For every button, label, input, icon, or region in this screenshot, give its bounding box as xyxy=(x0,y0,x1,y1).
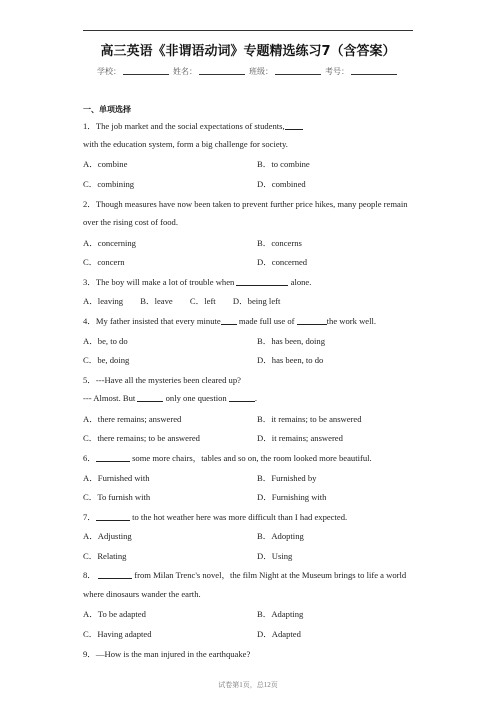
q8-option-a[interactable]: A．To be adapted xyxy=(83,609,146,619)
question-3-stem: 3．The boy will make a lot of trouble when alone. xyxy=(83,277,312,287)
question-1-stem: 1．The job market and the social expectations of students, xyxy=(83,120,303,132)
q3-options[interactable]: A．leaving B．leave C．left D．being left xyxy=(83,296,281,306)
name-label: 姓名： xyxy=(173,67,197,76)
q2-option-b[interactable]: B．concerns xyxy=(257,238,302,248)
exam-no-label: 考号： xyxy=(325,67,349,76)
q8-option-c[interactable]: C．Having adapted xyxy=(83,629,152,639)
question-2-stem-cont: over the rising cost of food. xyxy=(83,217,178,227)
school-label: 学校： xyxy=(97,67,121,76)
header-rule xyxy=(83,30,413,31)
q4-option-b[interactable]: B．has been, doing xyxy=(257,336,326,346)
q4-option-a[interactable]: A．be, to do xyxy=(83,336,128,346)
answer-blank xyxy=(229,393,255,402)
q4-option-c[interactable]: C．be, doing xyxy=(83,355,130,365)
q6-option-d[interactable]: D．Furnishing with xyxy=(257,492,327,502)
question-5-stem: 5．---Have all the mysteries been cleared up? xyxy=(83,375,241,385)
q5-option-c[interactable]: C．there remains; to be answered xyxy=(83,433,200,443)
q2-option-c[interactable]: C．concern xyxy=(83,257,125,267)
q6-option-a[interactable]: A．Furnished with xyxy=(83,473,150,483)
answer-blank xyxy=(98,570,132,579)
question-9-stem: 9．—How is the man injured in the earthquake? xyxy=(83,649,251,659)
q8-option-b[interactable]: B．Adapting xyxy=(257,609,304,619)
student-info-row xyxy=(0,66,496,77)
q1-option-d[interactable]: D．combined xyxy=(257,179,306,189)
question-5-stem-cont: --- Almost. But only one question . xyxy=(83,393,258,403)
q4-option-d[interactable]: D．has been, to do xyxy=(257,355,324,365)
q1-option-a[interactable]: A．combine xyxy=(83,159,128,169)
answer-blank xyxy=(221,316,237,325)
q6-option-b[interactable]: B．Furnished by xyxy=(257,473,317,483)
q2-option-a[interactable]: A．concerning xyxy=(83,238,136,248)
q7-option-d[interactable]: D．Using xyxy=(257,551,293,561)
question-8-stem-cont: where dinosaurs wander the earth. xyxy=(83,589,201,599)
q7-option-c[interactable]: C．Relating xyxy=(83,551,127,561)
name-blank[interactable] xyxy=(199,66,245,75)
page-footer: 试卷第1页，总12页 xyxy=(218,681,278,689)
school-blank[interactable] xyxy=(123,66,169,75)
question-2-stem: 2．Though measures have now been taken to prevent further price hikes, many people remain xyxy=(83,199,408,209)
answer-blank xyxy=(96,512,130,521)
section-heading: 一、单项选择 xyxy=(83,105,131,114)
question-1-stem-cont: with the education system, form a big challenge for society. xyxy=(83,139,288,149)
answer-blank xyxy=(236,277,288,286)
q5-option-b[interactable]: B．it remains; to be answered xyxy=(257,414,362,424)
q1-option-c[interactable]: C．combining xyxy=(83,179,135,189)
q5-option-d[interactable]: D．it remains; answered xyxy=(257,433,343,443)
answer-blank xyxy=(285,121,303,130)
q2-option-d[interactable]: D．concerned xyxy=(257,257,308,267)
class-blank[interactable] xyxy=(275,66,321,75)
q7-option-b[interactable]: B．Adopting xyxy=(257,531,304,541)
question-8-stem: 8． from Milan Trenc's novel，the film Night at the Museum brings to life a world xyxy=(83,570,407,580)
question-4-stem: 4．My father insisted that every minute made full use of the work well. xyxy=(83,316,377,326)
question-7-stem: 7． to the hot weather here was more difficult than I had expected. xyxy=(83,512,348,522)
exam-no-blank[interactable] xyxy=(351,66,397,75)
answer-blank xyxy=(297,316,327,325)
answer-blank xyxy=(96,453,130,462)
class-label: 班级： xyxy=(249,67,273,76)
q8-option-d[interactable]: D．Adapted xyxy=(257,629,301,639)
question-6-stem: 6． some more chairs，tables and so on, the room looked more beautiful. xyxy=(83,453,372,463)
q1-option-b[interactable]: B．to combine xyxy=(257,159,310,169)
q7-option-a[interactable]: A．Adjusting xyxy=(83,531,132,541)
q5-option-a[interactable]: A．there remains; answered xyxy=(83,414,182,424)
answer-blank xyxy=(137,393,163,402)
q6-option-c[interactable]: C．To furnish with xyxy=(83,492,151,502)
page-title: 高三英语《非谓语动词》专题精选练习7（含答案） xyxy=(100,44,396,59)
